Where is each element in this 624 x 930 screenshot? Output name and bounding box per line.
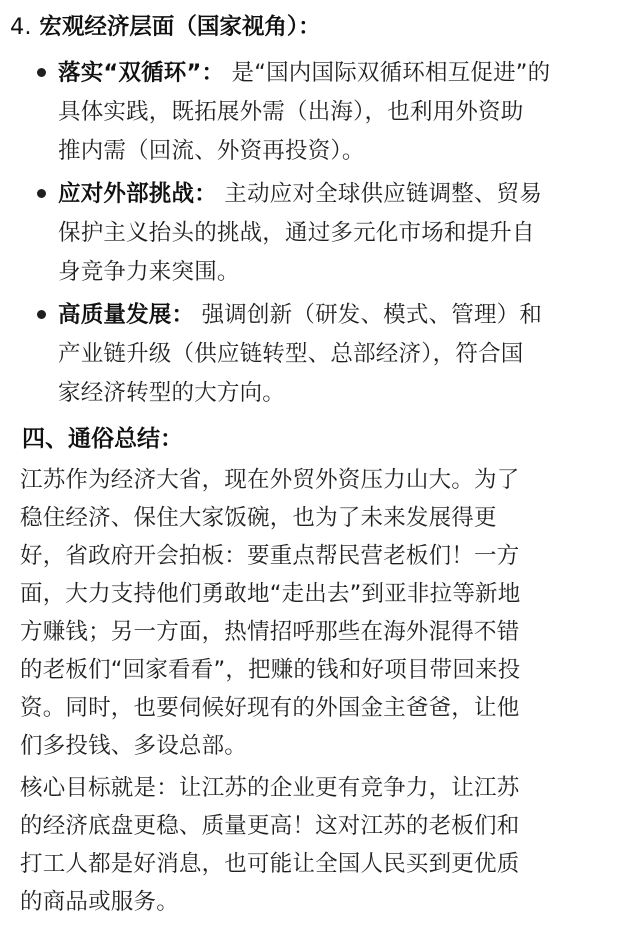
summary-p2-line-3: 打工人都是好消息，也可能让全国人民买到更优质: [20, 851, 520, 877]
bullet-1-line-3: 推内需（回流、外资再投资）。: [58, 138, 365, 164]
bullet-1-label: 落实“双循环”：: [58, 60, 225, 86]
bullet-3-label: 高质量发展：: [58, 302, 195, 328]
bullet-1-line-2: 具体实践，既拓展外需（出海），也利用外资助: [58, 99, 524, 125]
section-4-heading: [10, 10, 321, 44]
section-title: 宏观经济层面（国家视角）：: [39, 14, 321, 40]
bullet-dot: [37, 310, 46, 319]
bullet-2-line-2: 保护主义抬头的挑战，通过多元化市场和提升自: [58, 220, 535, 246]
summary-p1-line-4: 面，大力支持他们勇敢地“走出去”到亚非拉等新地: [20, 581, 521, 607]
summary-p1-line-8: 们多投钱、多设总部。: [20, 733, 248, 759]
bullet-1-text: 是“国内国际双循环相互促进”的: [231, 60, 551, 86]
summary-p1-line-1: 江苏作为经济大省，现在外贸外资压力山大。为了: [20, 467, 520, 493]
summary-p1-line-6: 的老板们“回家看看”，把赚的钱和好项目带回来投: [20, 657, 521, 683]
summary-p2-line-2: 的经济底盘更稳、质量更高！这对江苏的老板们和: [20, 813, 520, 839]
bullet-2-label: 应对外部挑战：: [58, 181, 217, 207]
summary-p2-line-4: 的商品或服务。: [20, 889, 179, 915]
section-number: 4.: [10, 14, 32, 40]
bullet-2-line-1: [58, 177, 542, 211]
bullet-2-line-3: 身竞争力来突围。: [58, 259, 240, 285]
summary-p1-line-3: 好，省政府开会拍板：要重点帮民营老板们！一方: [20, 543, 520, 569]
summary-p2-line-1: 核心目标就是：让江苏的企业更有竞争力，让江苏: [20, 775, 520, 801]
bullet-dot: [37, 68, 46, 77]
summary-p1-line-5: 方赚钱；另一方面，热情招呼那些在海外混得不错: [20, 619, 520, 645]
summary-p1-line-2: 稳住经济、保住大家饭碗，也为了未来发展得更: [20, 505, 497, 531]
summary-p1-line-7: 资。同时，也要伺候好现有的外国金主爸爸，让他: [20, 695, 520, 721]
bullet-2-text: 主动应对全球供应链调整、贸易: [224, 181, 543, 207]
summary-heading: 四、通俗总结：: [22, 426, 183, 452]
bullet-3-text: 强调创新（研发、模式、管理）和: [201, 302, 543, 328]
bullet-dot: [37, 189, 46, 198]
bullet-1-line-1: [58, 56, 550, 90]
bullet-3-line-2: 产业链升级（供应链转型、总部经济），符合国: [58, 341, 524, 367]
bullet-3-line-1: [58, 298, 542, 332]
bullet-3-line-3: 家经济转型的大方向。: [58, 380, 286, 406]
